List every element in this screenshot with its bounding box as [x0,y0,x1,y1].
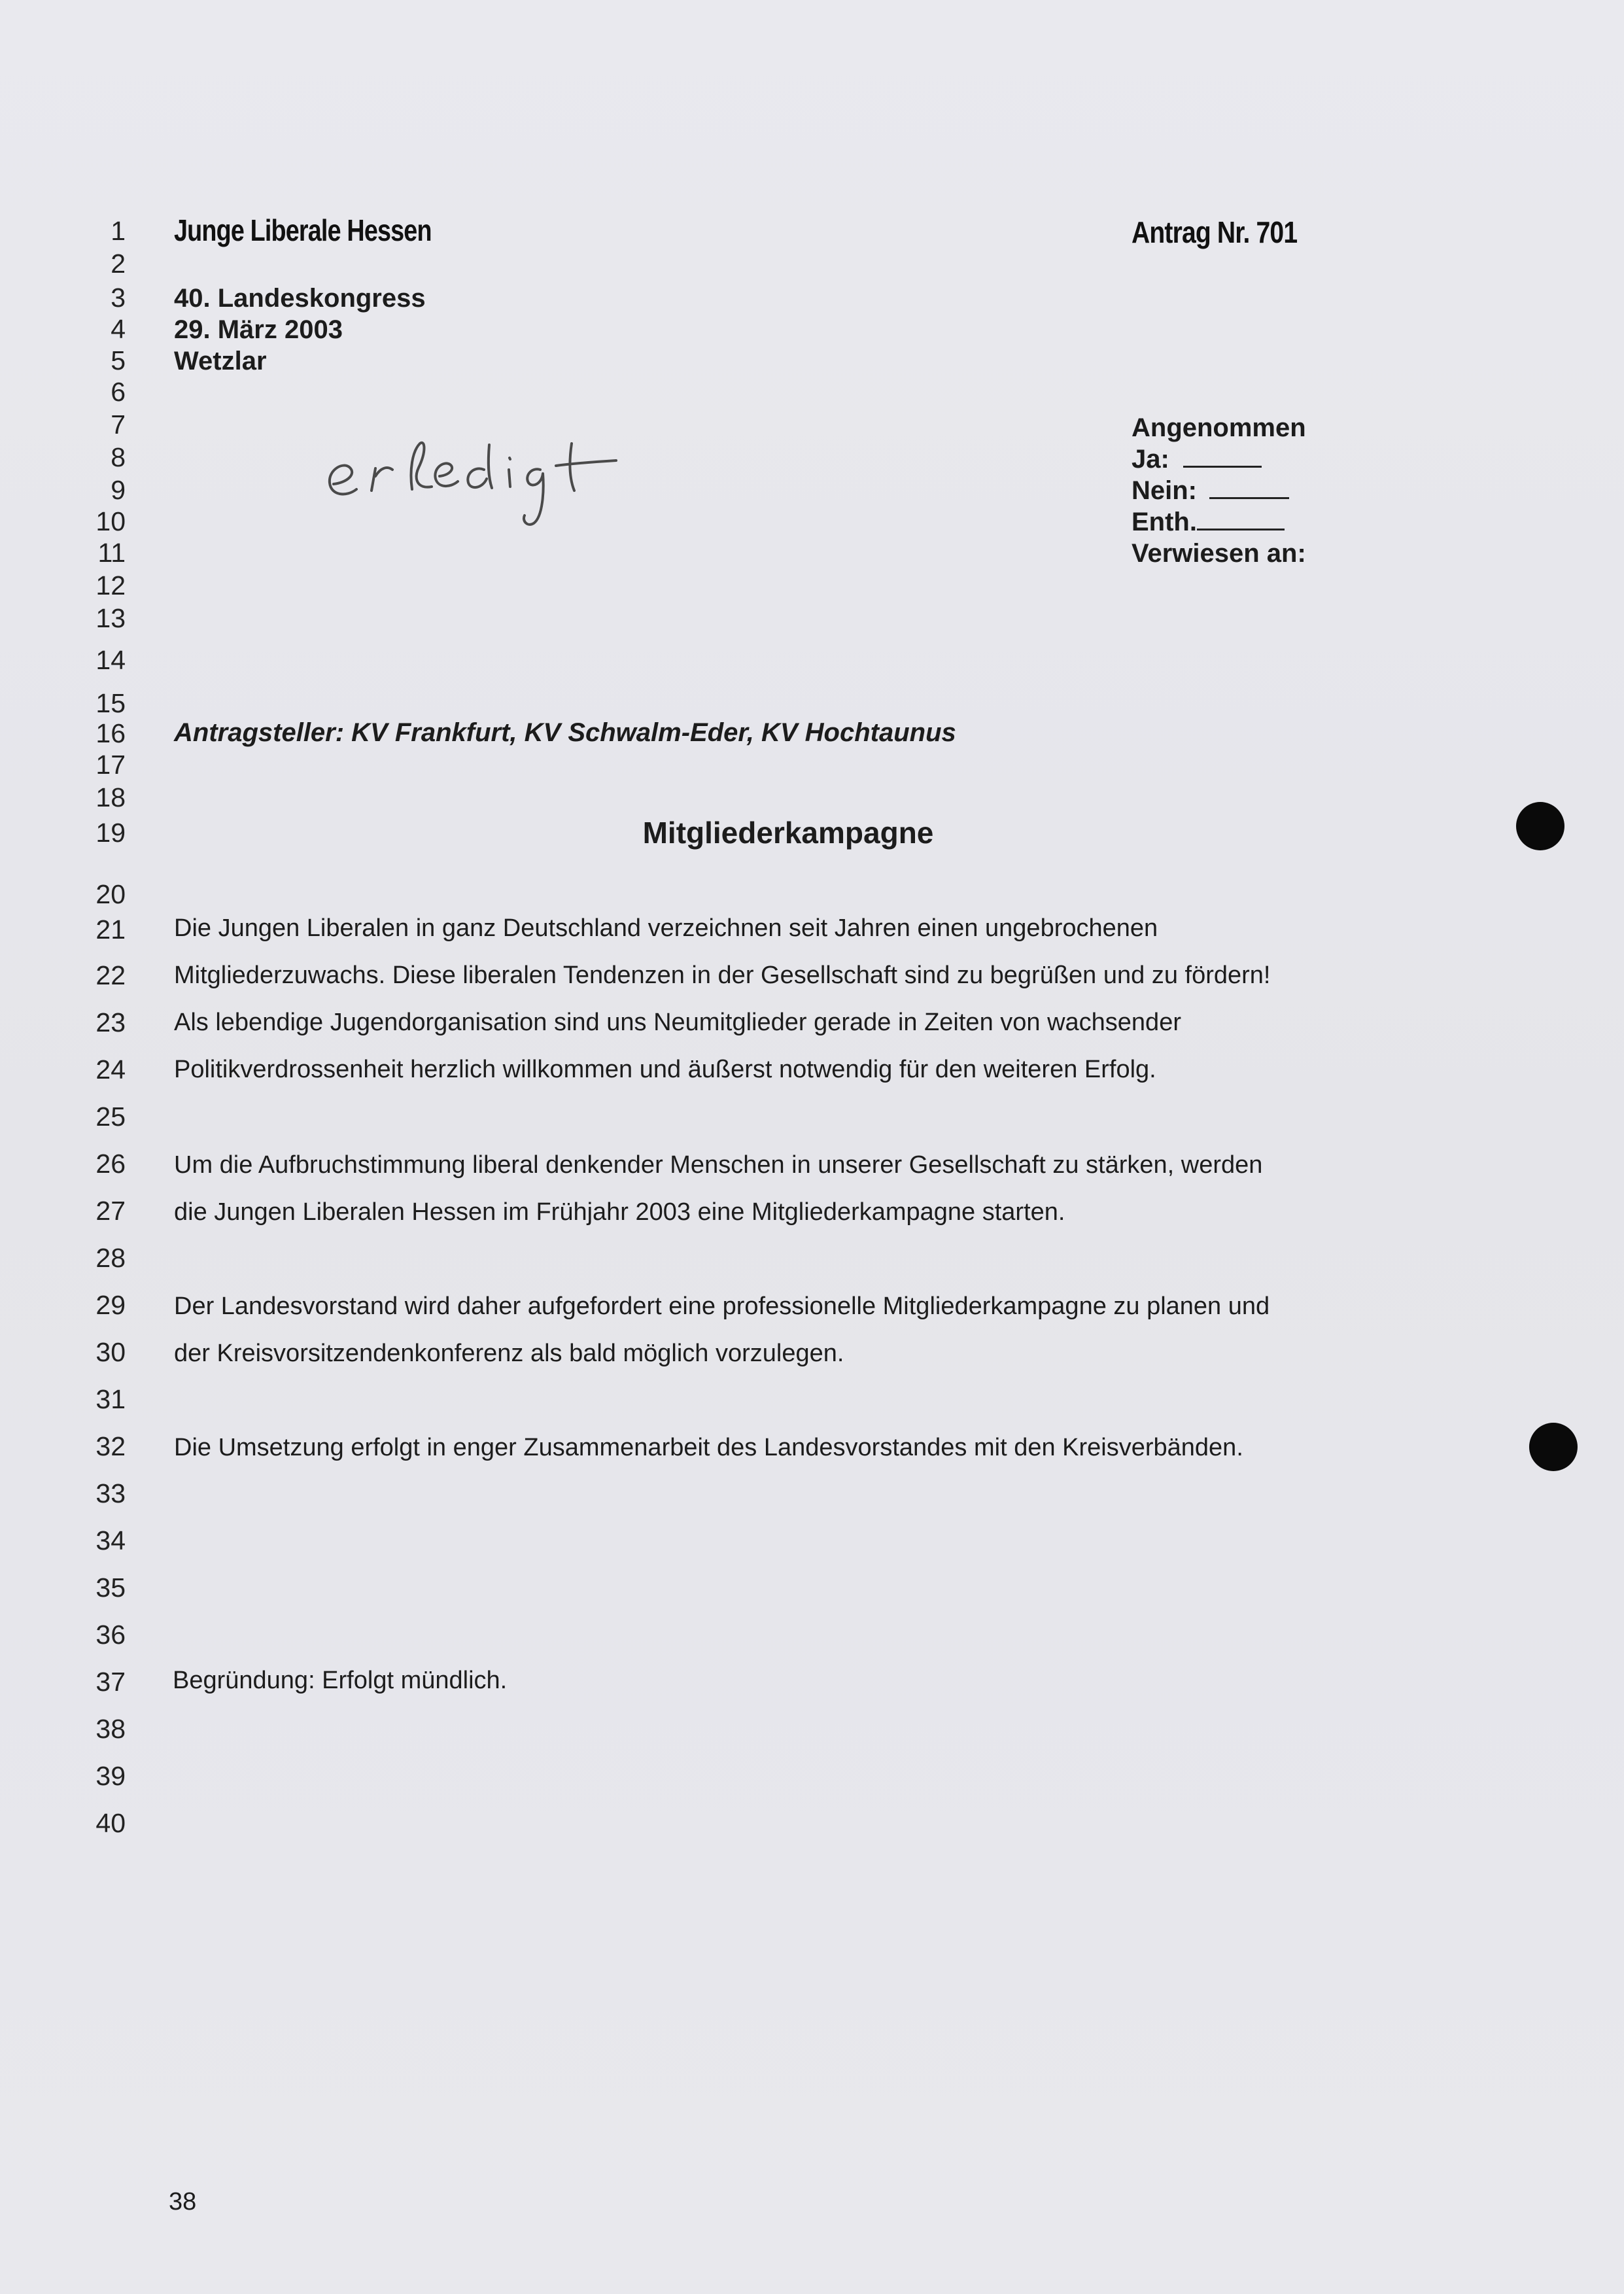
line-number: 30 [95,1337,126,1367]
event-location: Wetzlar [174,347,267,375]
line-number: 2 [111,249,126,279]
vote-no-row [1132,475,1306,506]
body-line: Als lebendige Jugendorganisation sind uns Neumitglieder gerade in Zeiten von wachsender [174,1009,1181,1036]
line-number: 25 [95,1102,126,1132]
line-number: 39 [95,1761,126,1791]
body-line: die Jungen Liberalen Hessen im Frühjahr 2003 eine Mitgliederkampagne starten. [174,1198,1065,1226]
line-number: 17 [95,750,126,780]
motion-number: Antrag Nr. 701 [1132,215,1298,249]
line-number: 14 [95,645,126,675]
applicant-line: Antragsteller: KV Frankfurt, KV Schwalm-Eder, KV Hochtaunus [174,718,956,747]
line-number-column [0,0,131,1962]
line-number: 19 [95,818,126,848]
vote-no-label: Nein: [1132,476,1197,505]
body-line: Der Landesvorstand wird daher aufgefordert eine professionelle Mitgliederkampagne zu planen und [174,1293,1270,1320]
event-name: 40. Landeskongress [174,284,426,313]
organization-title: Junge Liberale Hessen [174,213,432,247]
line-number: 34 [95,1525,126,1555]
line-number: 35 [95,1573,126,1603]
line-number: 18 [95,782,126,812]
line-number: 31 [95,1384,126,1414]
line-number: 40 [95,1808,126,1838]
line-number: 36 [95,1620,126,1650]
line-number: 27 [95,1196,126,1226]
line-number: 26 [95,1149,126,1179]
body-line: Um die Aufbruchstimmung liberal denkender Menschen in unserer Gesellschaft zu stärken, werden [174,1151,1263,1179]
event-date: 29. März 2003 [174,315,343,344]
line-number: 10 [95,506,126,536]
vote-yes-label: Ja: [1132,445,1169,474]
vote-yes-row [1132,443,1306,475]
body-line: Politikverdrossenheit herzlich willkommen und äußerst notwendig für den weiteren Erfolg. [174,1056,1156,1083]
line-number: 5 [111,345,126,375]
line-number: 15 [95,688,126,718]
line-number: 11 [97,538,126,568]
line-number: 20 [95,879,126,909]
line-number: 23 [95,1007,126,1037]
vote-abstain-blank [1197,509,1285,530]
body-line: Die Jungen Liberalen in ganz Deutschland verzeichnen seit Jahren einen ungebrochenen [174,914,1158,942]
line-number: 9 [111,475,126,505]
line-number: 21 [95,914,126,945]
line-number: 4 [111,314,126,344]
line-number: 37 [95,1667,126,1697]
line-number: 22 [95,960,126,990]
line-number: 3 [111,283,126,313]
punch-hole [1529,1423,1578,1471]
line-number: 6 [111,377,126,407]
body-line: Mitgliederzuwachs. Diese liberalen Tendenzen in der Gesellschaft sind zu begrüßen und zu fördern! [174,962,1271,989]
line-number: 32 [95,1431,126,1461]
vote-yes-blank [1183,446,1262,468]
vote-abstain-row [1132,506,1306,538]
line-number: 29 [95,1290,126,1320]
motion-title: Mitgliederkampagne [642,816,934,850]
line-number: 16 [95,718,126,748]
voting-title: Angenommen [1132,413,1306,442]
line-number: 1 [111,216,126,246]
vote-no-blank [1209,478,1289,499]
line-number: 7 [111,409,126,440]
vote-abstain-label: Enth. [1132,508,1197,536]
handwritten-note-erledigt [320,406,687,549]
body-line: Die Umsetzung erfolgt in enger Zusammenarbeit des Landesvorstandes mit den Kreisverbänden. [174,1434,1243,1461]
line-number: 8 [111,442,126,472]
line-number: 12 [95,570,126,600]
voting-result-block [1132,412,1306,569]
line-number: 13 [95,603,126,633]
line-number: 38 [95,1714,126,1744]
event-info [174,283,426,377]
punch-hole [1516,802,1564,850]
justification: Begründung: Erfolgt mündlich. [173,1667,508,1694]
line-number: 28 [95,1243,126,1273]
page-number: 38 [169,2188,197,2216]
line-number: 33 [95,1478,126,1508]
body-line: der Kreisvorsitzendenkonferenz als bald möglich vorzulegen. [174,1340,844,1367]
line-number: 24 [95,1054,126,1085]
vote-referred-label: Verwiesen an: [1132,539,1306,568]
